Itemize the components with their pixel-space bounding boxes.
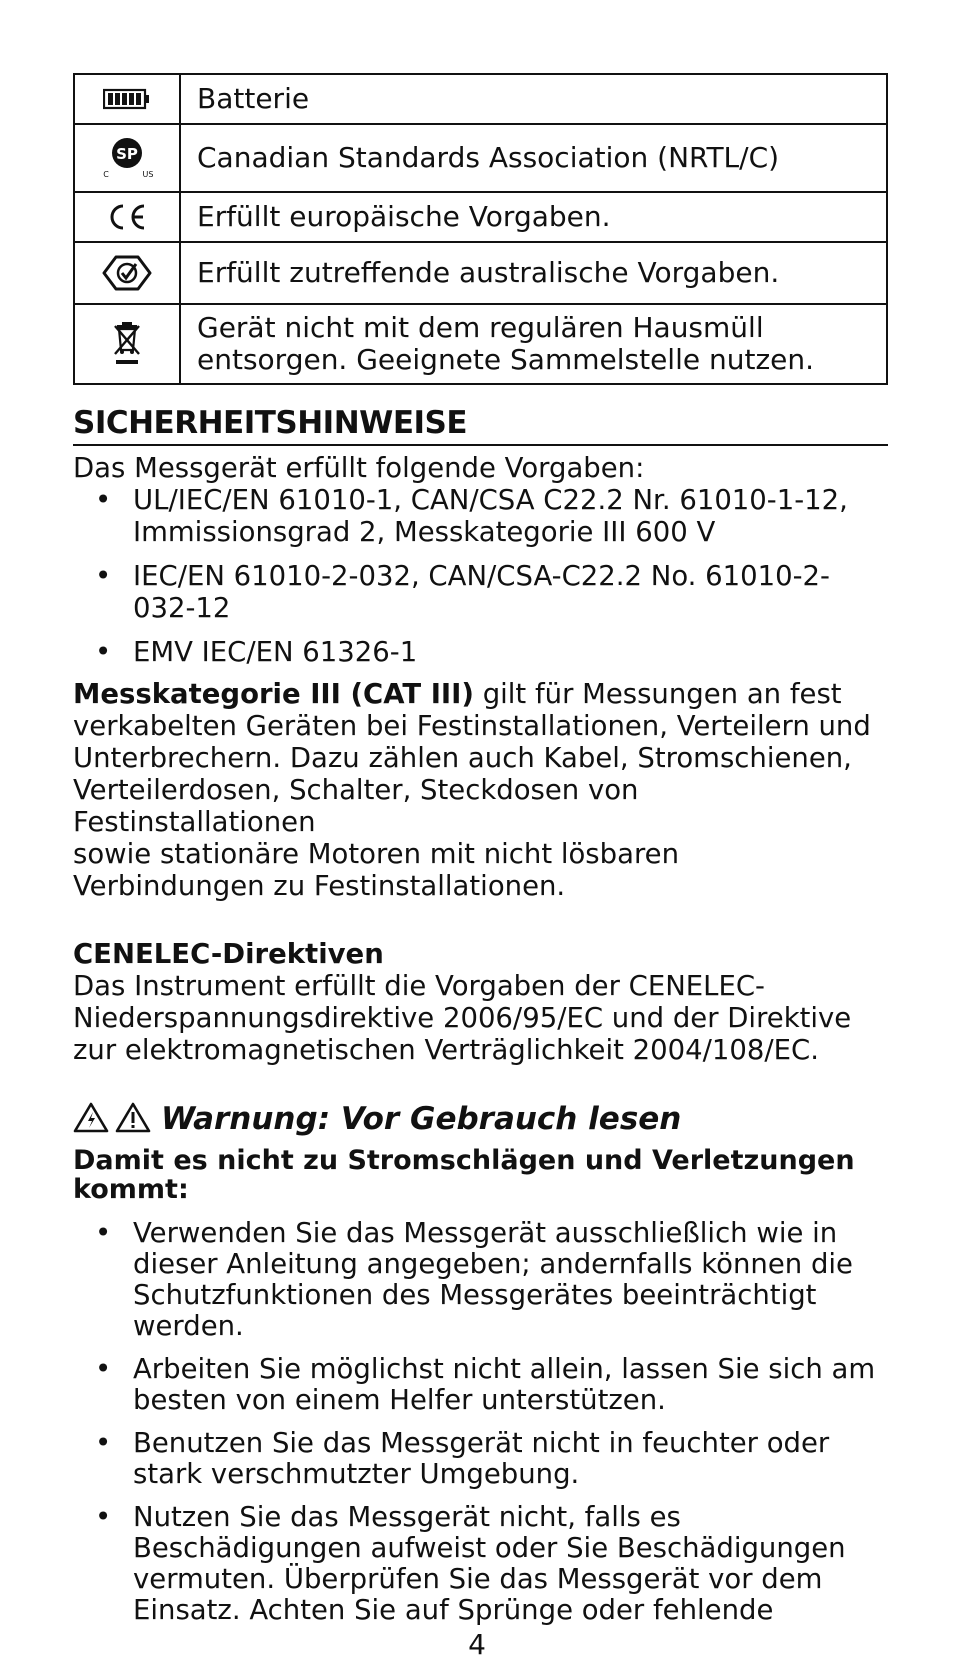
svg-text:SP: SP bbox=[116, 145, 138, 163]
list-item: • Benutzen Sie das Messgerät nicht in feuchter oder stark verschmutzter Umgebung. bbox=[73, 1428, 888, 1490]
electric-hazard-icon bbox=[73, 1101, 109, 1137]
warning-title: Warnung: Vor Gebrauch lesen bbox=[161, 1101, 682, 1137]
symbols-table bbox=[73, 73, 888, 385]
section-heading: SICHERHEITSHINWEISE bbox=[73, 405, 888, 446]
page-number: 4 bbox=[468, 1628, 486, 1661]
list-item: • IEC/EN 61010-2-032, CAN/CSA-C22.2 No. 61010-2-032-12 bbox=[73, 560, 888, 624]
table-cell-text: Erfüllt zutreffende australische Vorgaben. bbox=[180, 242, 887, 304]
table-cell-text: Canadian Standards Association (NRTL/C) bbox=[180, 124, 887, 192]
list-item: • Verwenden Sie das Messgerät ausschließlich wie in dieser Anleitung angegeben; andernfalls können die Schutzfunktionen des Messgerätes beeinträchtigt werden. bbox=[73, 1218, 888, 1342]
list-item: • Arbeiten Sie möglichst nicht allein, lassen Sie sich am besten von einem Helfer unterstützen. bbox=[73, 1354, 888, 1416]
list-item: • EMV IEC/EN 61326-1 bbox=[73, 636, 888, 668]
warning-list bbox=[73, 1218, 888, 1626]
measurement-category-paragraph: Messkategorie III (CAT III) gilt für Messungen an fest verkabelten Geräten bei Festinstallationen, Verteilern und Unterbrechern. Dazu zählen auch Kabel, Stromschienen, Verteilerdosen, Schalter, Steckdosen von Festinstallationen sowie stationäre Motoren mit nicht lösbaren Verbindungen zu Festinstallationen. bbox=[73, 678, 871, 902]
list-item: • UL/IEC/EN 61010-1, CAN/CSA C22.2 Nr. 61010-1-12, Immissionsgrad 2, Messkategorie III 600 V bbox=[73, 484, 888, 548]
cenelec-paragraph: Das Instrument erfüllt die Vorgaben der CENELEC- Niederspannungsdirektive 2006/95/EC und der Direktive zur elektromagnetischen Verträglichkeit 2004/108/EC. bbox=[73, 970, 852, 1066]
warning-subtitle: Damit es nicht zu Stromschlägen und Verletzungen kommt: bbox=[73, 1145, 855, 1205]
warning-heading bbox=[73, 1098, 888, 1140]
table-row bbox=[74, 242, 887, 304]
list-item: • Nutzen Sie das Messgerät nicht, falls es Beschädigungen aufweist oder Sie Beschädigungen vermuten. Überprüfen Sie das Messgerät vor dem Einsatz. Achten Sie auf Sprünge oder fehlende bbox=[73, 1502, 888, 1626]
table-cell-text: Erfüllt europäische Vorgaben. bbox=[180, 192, 887, 242]
warning-triangle-icon bbox=[115, 1101, 151, 1137]
ce-mark-icon bbox=[105, 202, 149, 232]
table-row bbox=[74, 74, 887, 124]
cenelec-heading: CENELEC-Direktiven bbox=[73, 938, 384, 970]
table-row bbox=[74, 304, 887, 384]
intro-text: Das Messgerät erfüllt folgende Vorgaben: bbox=[73, 452, 645, 484]
table-cell-text: Batterie bbox=[180, 74, 887, 124]
svg-text:C: C bbox=[103, 170, 109, 179]
table-cell-text: Gerät nicht mit dem regulären Hausmüll entsorgen. Geeignete Sammelstelle nutzen. bbox=[180, 304, 887, 384]
table-row bbox=[74, 192, 887, 242]
standards-list bbox=[73, 484, 888, 668]
manual-page bbox=[73, 73, 888, 1626]
csa-mark-icon bbox=[96, 133, 158, 183]
table-row bbox=[74, 124, 887, 192]
weee-bin-icon bbox=[112, 320, 142, 368]
battery-icon bbox=[103, 88, 151, 110]
svg-text:US: US bbox=[142, 170, 154, 179]
rcm-mark-icon bbox=[100, 253, 154, 293]
